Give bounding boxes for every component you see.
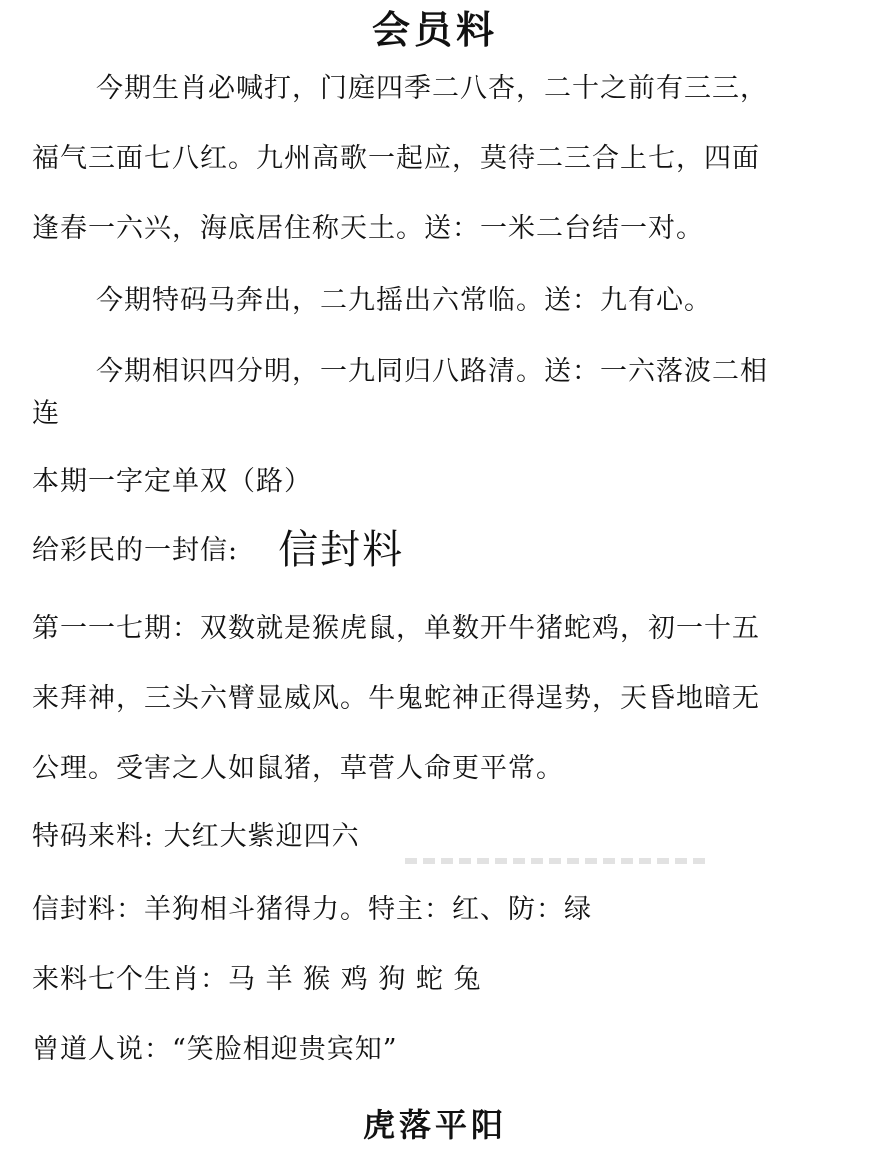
scan-smudge	[405, 858, 705, 864]
paragraph-line: 来拜神，三头六臂显威风。牛鬼蛇神正得逞势，天昏地暗无	[32, 683, 760, 714]
paragraph-line: 今期特码马奔出，二九摇出六常临。送：九有心。	[96, 285, 712, 316]
paragraph-line: 今期生肖必喊打，门庭四季二八杏，二十之前有三三，	[96, 73, 768, 104]
letter-title: 信封料	[278, 527, 405, 573]
footer-title: 虎落平阳	[362, 1106, 507, 1144]
paragraph-line: 曾道人说：“笑脸相迎贵宾知”	[32, 1034, 398, 1065]
paragraph-line: 福气三面七八红。九州高歌一起应，莫待二三合上七，四面	[32, 143, 760, 174]
paragraph-line: 本期一字定单双（路）	[32, 466, 312, 497]
paragraph-line: 公理。受害之人如鼠猪，草菅人命更平常。	[32, 753, 564, 784]
letter-heading	[32, 527, 405, 573]
paragraph-line: 连	[32, 398, 60, 429]
paragraph-line: 第一一七期：双数就是猴虎鼠，单数开牛猪蛇鸡，初一十五	[32, 613, 760, 644]
page-title: 会员料	[371, 7, 498, 52]
paragraph-line: 信封料：羊狗相斗猪得力。特主：红、防：绿	[32, 894, 592, 925]
paragraph-line: 特码来料: 大红大紫迎四六	[32, 821, 360, 852]
letter-label: 给彩民的一封信:	[32, 535, 239, 566]
paragraph-line: 今期相识四分明，一九同归八路清。送：一六落波二相	[96, 356, 768, 387]
paragraph-line: 来料七个生肖：马 羊 猴 鸡 狗 蛇 兔	[32, 964, 482, 995]
paragraph-line: 逢春一六兴，海底居住称天土。送：一米二台结一对。	[32, 213, 704, 244]
